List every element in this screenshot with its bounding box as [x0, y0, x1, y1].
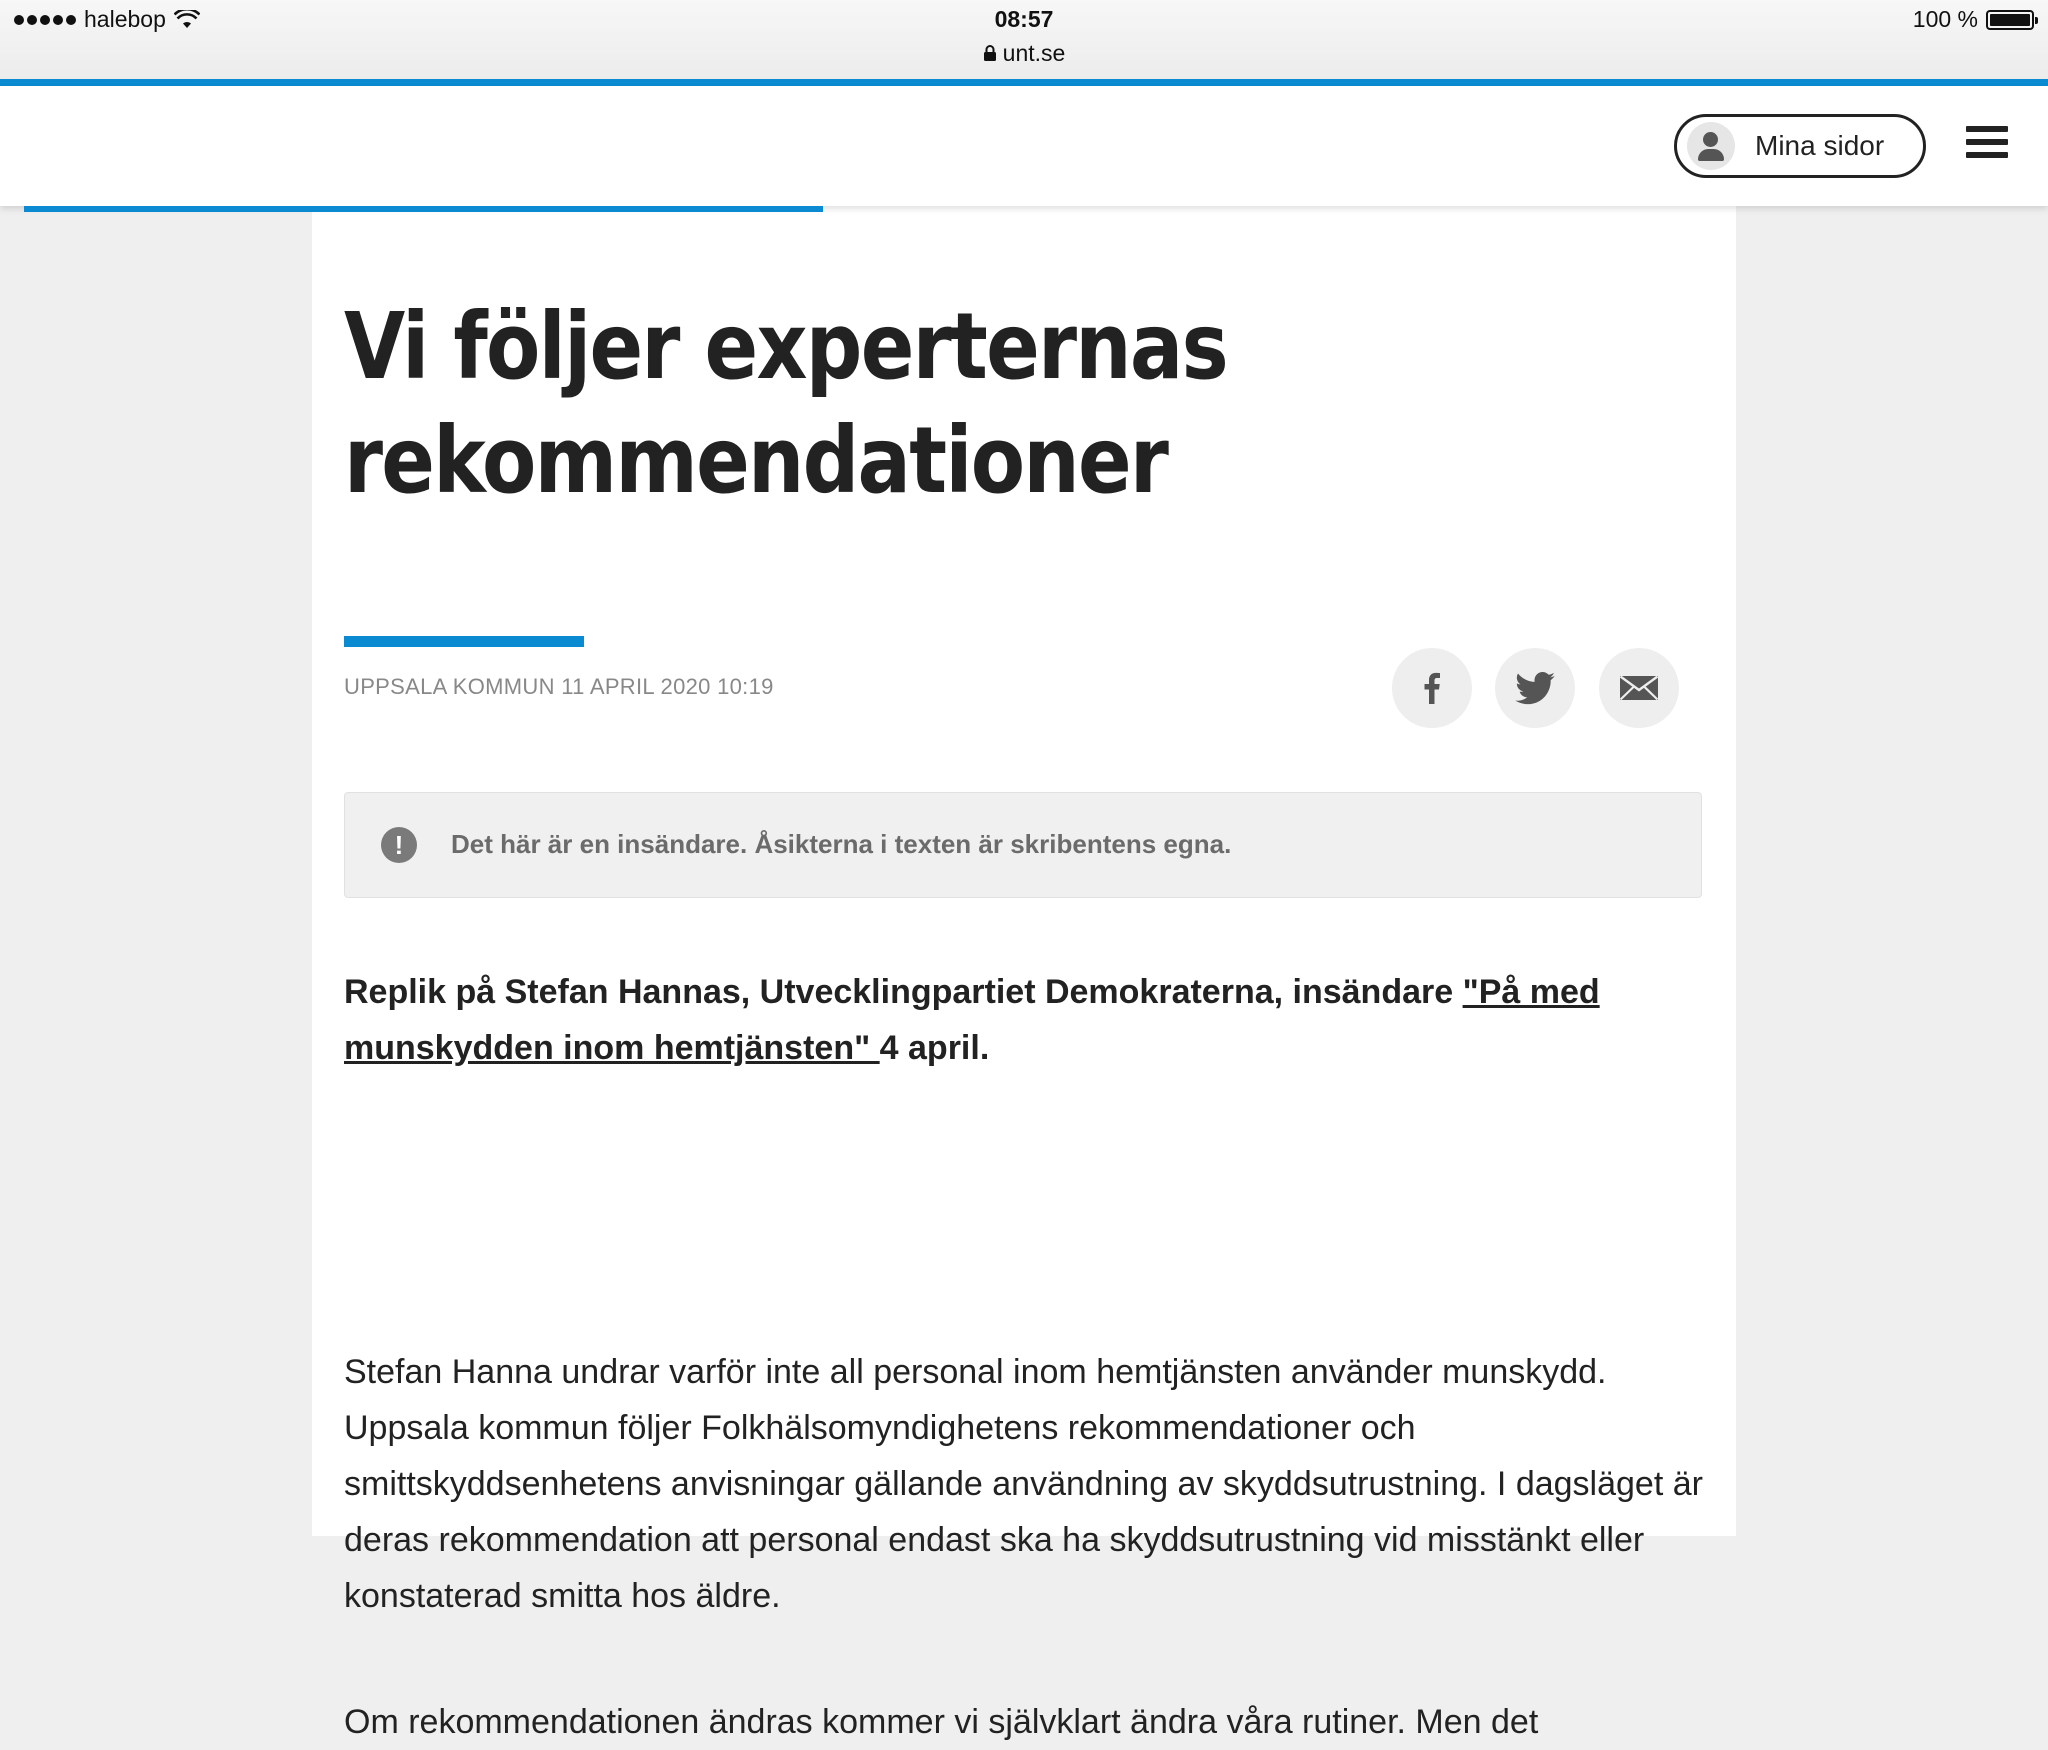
mail-icon [1619, 675, 1659, 701]
twitter-share-button[interactable] [1495, 648, 1575, 728]
article-lead [344, 964, 1704, 1076]
battery-indicator [1913, 6, 2034, 33]
address-bar[interactable] [0, 40, 2048, 67]
facebook-icon [1424, 672, 1440, 704]
battery-percent: 100 % [1912, 6, 1978, 32]
reading-progress-bar [24, 206, 823, 212]
article-byline: UPPSALA KOMMUN 11 APRIL 2020 10:19 [344, 674, 774, 699]
facebook-share-button[interactable] [1392, 648, 1472, 728]
lead-text: Replik på Stefan Hannas, Utvecklingpartiet Demokraterna, insändare [344, 973, 1463, 1011]
exclamation-icon: ! [381, 827, 417, 863]
menu-icon[interactable] [1966, 126, 2008, 164]
battery-icon [1986, 10, 2034, 30]
title-line-2: rekommendationer [344, 407, 1168, 514]
article-card [312, 206, 1736, 1741]
opinion-notice [344, 792, 1702, 898]
clock: 08:57 [994, 6, 1054, 32]
title-line-1: Vi följer experternas [344, 293, 1227, 400]
lock-icon [983, 44, 997, 62]
mina-sidor-button[interactable] [1674, 114, 1926, 178]
referenced-article-link[interactable]: "På med munskydden inom hemtjänsten" [344, 973, 1600, 1067]
article-title [344, 290, 1514, 518]
page-load-bar [0, 79, 2048, 86]
email-share-button[interactable] [1599, 648, 1679, 728]
twitter-icon [1515, 672, 1555, 705]
article-paragraph: Om rekommendationen ändras kommer vi självklart ändra våra rutiner. Men det [344, 1703, 1539, 1741]
notice-text: Det här är en insändare. Åsikterna i texten är skribentens egna. [451, 829, 1232, 859]
user-icon [1687, 122, 1735, 170]
lead-date: 4 april. [879, 1029, 990, 1067]
article-paragraph: Stefan Hanna undrar varför inte all personal inom hemtjänsten använder munskydd. Uppsala kommun följer Folkhälsomyndighetens rekommendationer och smittskyddsenhetens anvisningar gällande användning av skyddsutrustning. I dagsläget är deras rekommendation att personal endast ska ha skyddsutrustning vid misstänkt eller konstaterad smitta hos äldre. [344, 1353, 1703, 1615]
url-text: unt.se [1002, 40, 1066, 66]
accent-bar [344, 636, 584, 647]
carrier-name: halebop [84, 6, 166, 32]
browser-status-bar [0, 0, 2048, 80]
mina-sidor-label: Mina sidor [1755, 130, 1885, 161]
